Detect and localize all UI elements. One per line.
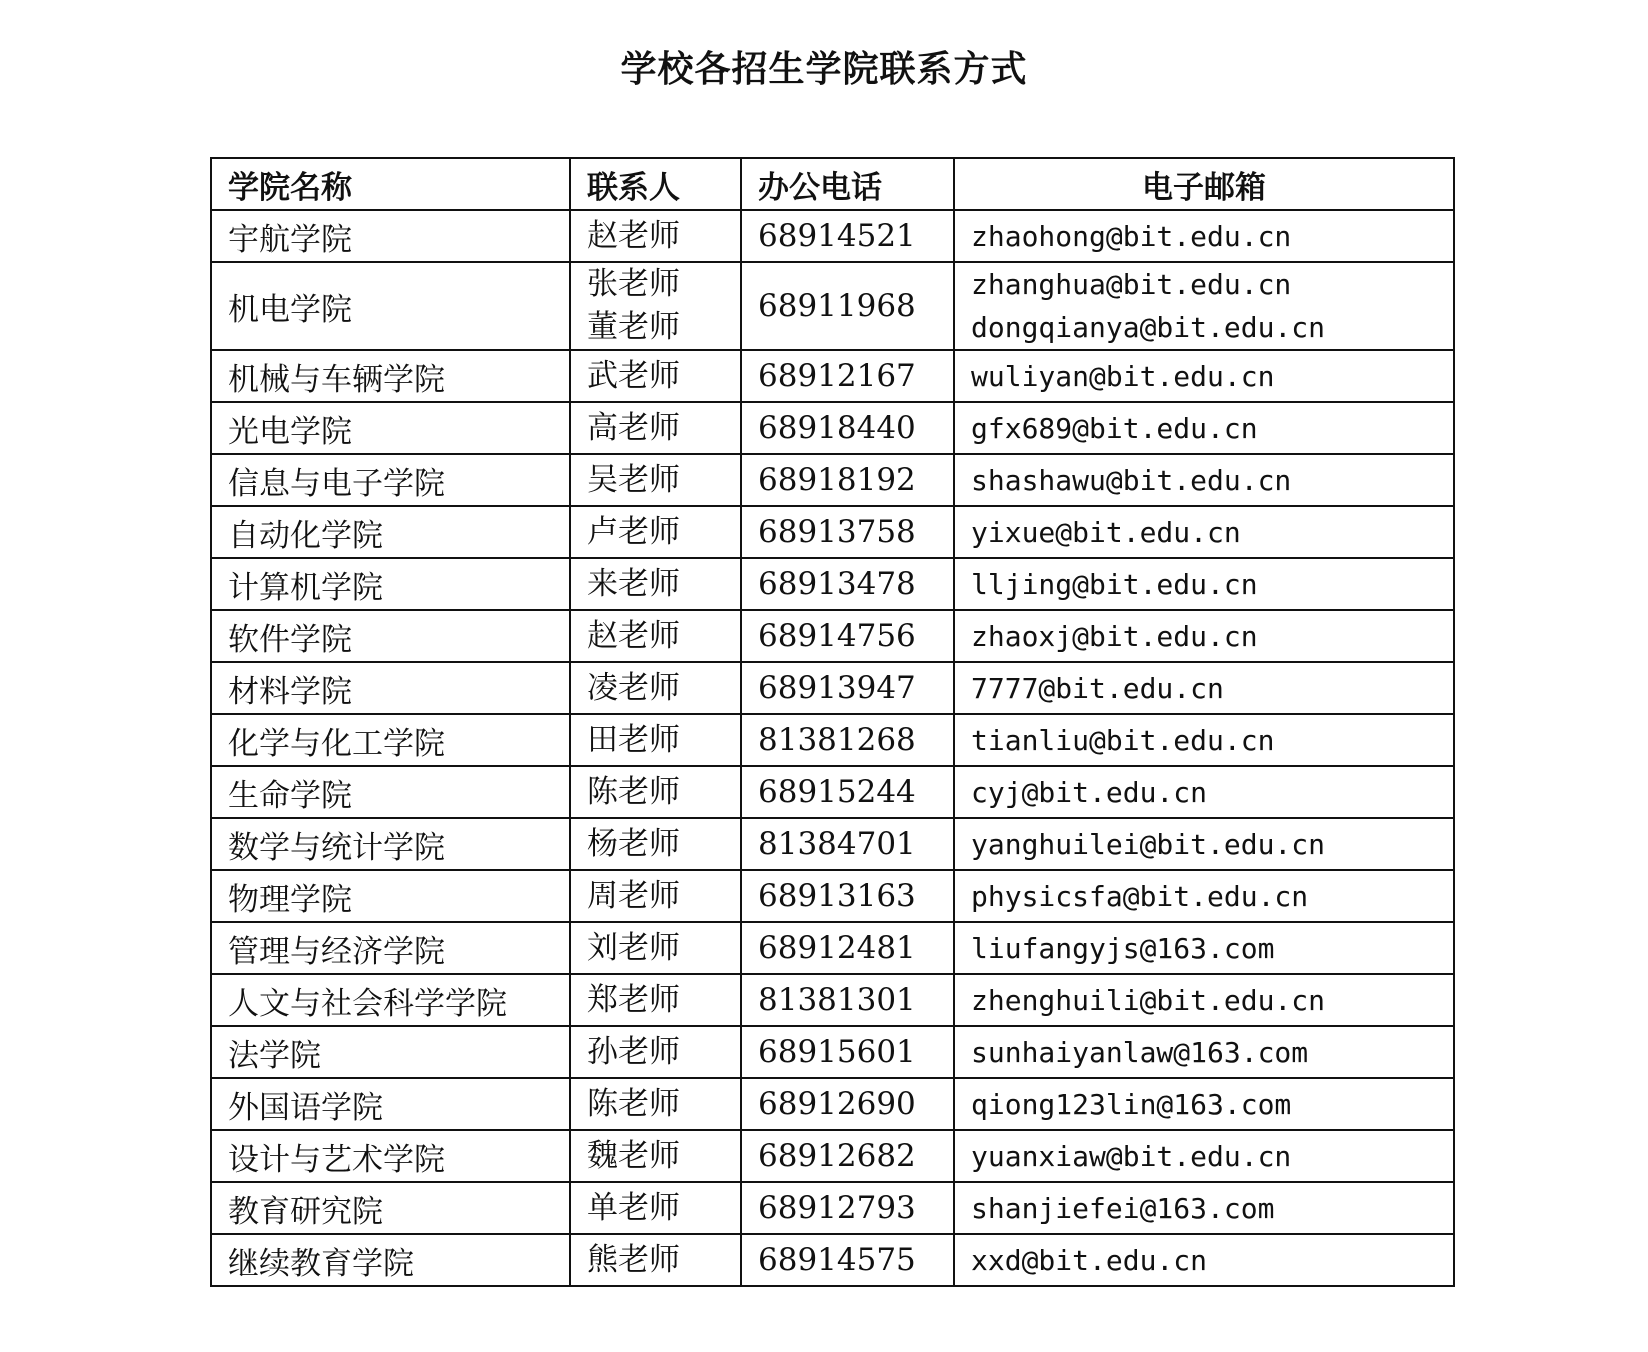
contact-person-cell [570, 350, 741, 402]
email-cell [954, 870, 1454, 922]
table-body [211, 210, 1454, 1286]
college-name-cell: 教育研究院 [211, 1182, 570, 1234]
college-name-cell: 机电学院 [211, 262, 570, 350]
email-cell [954, 1130, 1454, 1182]
college-name-cell: 机械与车辆学院 [211, 350, 570, 402]
contact-person-name: 杨老师 [587, 825, 680, 862]
contact-person-name: 卢老师 [587, 513, 680, 550]
email-address: wuliyan@bit.edu.cn [971, 359, 1275, 393]
college-name-cell: 软件学院 [211, 610, 570, 662]
college-name-cell: 外国语学院 [211, 1078, 570, 1130]
table-row [211, 714, 1454, 766]
contact-person-name: 陈老师 [587, 1085, 680, 1122]
email-address: tianliu@bit.edu.cn [971, 723, 1275, 757]
email-address: cyj@bit.edu.cn [971, 775, 1208, 809]
email-cell [954, 766, 1454, 818]
table-row [211, 818, 1454, 870]
table-row [211, 350, 1454, 402]
email-address: zhanghua@bit.edu.cn [971, 268, 1292, 301]
contact-person-cell [570, 506, 741, 558]
email-cell [954, 662, 1454, 714]
email-cell [954, 974, 1454, 1026]
contact-person-name: 熊老师 [587, 1241, 680, 1278]
email-address: shanjiefei@163.com [971, 1191, 1275, 1225]
email-address: qiong123lin@163.com [971, 1087, 1292, 1121]
contact-person-cell [570, 402, 741, 454]
college-name-cell: 计算机学院 [211, 558, 570, 610]
header-contact-person: 联系人 [570, 158, 741, 210]
contact-person-name: 高老师 [587, 409, 680, 446]
table-row [211, 558, 1454, 610]
table-row [211, 610, 1454, 662]
office-phone-cell: 68912793 [741, 1182, 954, 1234]
office-phone-cell: 81381301 [741, 974, 954, 1026]
contact-person-cell [570, 1026, 741, 1078]
email-address: zhaoxj@bit.edu.cn [971, 619, 1258, 653]
email-address: yixue@bit.edu.cn [971, 515, 1241, 549]
contact-person-name: 周老师 [587, 877, 680, 914]
header-office-phone: 办公电话 [741, 158, 954, 210]
table-row [211, 1182, 1454, 1234]
office-phone-cell: 81384701 [741, 818, 954, 870]
email-cell [954, 610, 1454, 662]
email-address: liufangyjs@163.com [971, 931, 1275, 965]
header-email: 电子邮箱 [954, 158, 1454, 210]
email-address: sunhaiyanlaw@163.com [971, 1035, 1309, 1069]
contact-person-cell [570, 1078, 741, 1130]
college-name-cell: 材料学院 [211, 662, 570, 714]
table-row [211, 766, 1454, 818]
contact-person-cell [570, 1234, 741, 1286]
email-cell [954, 558, 1454, 610]
contact-person-cell [570, 870, 741, 922]
email-cell [954, 1078, 1454, 1130]
contact-person-name: 刘老师 [587, 929, 680, 966]
contact-person-name: 凌老师 [587, 669, 680, 706]
contact-person-name: 来老师 [587, 565, 680, 602]
contact-person-cell [570, 714, 741, 766]
contact-person-cell [570, 610, 741, 662]
office-phone-cell: 68912690 [741, 1078, 954, 1130]
contact-person-cell [570, 922, 741, 974]
contact-person-name: 单老师 [587, 1189, 680, 1226]
college-name-cell: 光电学院 [211, 402, 570, 454]
office-phone-cell: 68912167 [741, 350, 954, 402]
email-address: 7777@bit.edu.cn [971, 671, 1224, 705]
table-row [211, 210, 1454, 262]
contact-person-cell [570, 662, 741, 714]
email-address: xxd@bit.edu.cn [971, 1243, 1208, 1277]
office-phone-cell: 68915601 [741, 1026, 954, 1078]
email-cell [954, 714, 1454, 766]
college-name-cell: 数学与统计学院 [211, 818, 570, 870]
table-row [211, 402, 1454, 454]
document-title: 学校各招生学院联系方式 [620, 49, 1028, 90]
email-cell [954, 1182, 1454, 1234]
email-address: shashawu@bit.edu.cn [971, 463, 1292, 497]
contact-person-cell [570, 1182, 741, 1234]
table-row [211, 1234, 1454, 1286]
email-address: zhenghuili@bit.edu.cn [971, 983, 1326, 1017]
college-name-cell: 法学院 [211, 1026, 570, 1078]
contact-person-cell [570, 210, 741, 262]
contact-person-cell [570, 766, 741, 818]
contact-person-name: 董老师 [587, 309, 680, 345]
contact-person-cell [570, 1130, 741, 1182]
email-address: physicsfa@bit.edu.cn [971, 879, 1309, 913]
table-row [211, 1130, 1454, 1182]
contact-person-name: 田老师 [587, 721, 680, 758]
contact-person-cell [570, 262, 741, 350]
college-name-cell: 人文与社会科学学院 [211, 974, 570, 1026]
college-name-cell: 化学与化工学院 [211, 714, 570, 766]
college-contacts-table [210, 157, 1455, 1287]
email-cell [954, 210, 1454, 262]
contact-person-name: 魏老师 [587, 1137, 680, 1174]
office-phone-cell: 68911968 [741, 262, 954, 350]
table-row [211, 662, 1454, 714]
table-row [211, 262, 1454, 350]
office-phone-cell: 68918192 [741, 454, 954, 506]
contact-person-cell [570, 558, 741, 610]
email-cell [954, 818, 1454, 870]
table-row [211, 1026, 1454, 1078]
office-phone-cell: 81381268 [741, 714, 954, 766]
email-cell [954, 262, 1454, 350]
college-name-cell: 自动化学院 [211, 506, 570, 558]
email-address: yanghuilei@bit.edu.cn [971, 827, 1326, 861]
college-name-cell: 管理与经济学院 [211, 922, 570, 974]
email-cell [954, 922, 1454, 974]
email-cell [954, 454, 1454, 506]
contact-person-name: 陈老师 [587, 773, 680, 810]
contact-person-cell [570, 818, 741, 870]
table-row [211, 922, 1454, 974]
contact-person-cell [570, 974, 741, 1026]
office-phone-cell: 68914521 [741, 210, 954, 262]
email-cell [954, 1234, 1454, 1286]
email-cell [954, 506, 1454, 558]
email-cell [954, 402, 1454, 454]
table-row [211, 506, 1454, 558]
office-phone-cell: 68918440 [741, 402, 954, 454]
email-cell [954, 350, 1454, 402]
email-address: dongqianya@bit.edu.cn [971, 311, 1326, 344]
contact-person-name: 孙老师 [587, 1033, 680, 1070]
contact-person-name: 张老师 [587, 266, 680, 302]
contact-person-name: 郑老师 [587, 981, 680, 1018]
table-row [211, 974, 1454, 1026]
email-address: lljing@bit.edu.cn [971, 567, 1258, 601]
email-address: zhaohong@bit.edu.cn [971, 219, 1292, 253]
email-address: yuanxiaw@bit.edu.cn [971, 1139, 1292, 1173]
office-phone-cell: 68913163 [741, 870, 954, 922]
office-phone-cell: 68914575 [741, 1234, 954, 1286]
college-name-cell: 宇航学院 [211, 210, 570, 262]
contact-person-name: 赵老师 [587, 217, 680, 254]
office-phone-cell: 68912481 [741, 922, 954, 974]
office-phone-cell: 68912682 [741, 1130, 954, 1182]
contact-person-cell [570, 454, 741, 506]
contact-person-name: 吴老师 [587, 461, 680, 498]
email-address: gfx689@bit.edu.cn [971, 411, 1258, 445]
office-phone-cell: 68913758 [741, 506, 954, 558]
office-phone-cell: 68915244 [741, 766, 954, 818]
contact-person-name: 武老师 [587, 357, 680, 394]
table-row [211, 454, 1454, 506]
header-college-name: 学院名称 [211, 158, 570, 210]
college-name-cell: 设计与艺术学院 [211, 1130, 570, 1182]
college-name-cell: 物理学院 [211, 870, 570, 922]
contact-person-name: 赵老师 [587, 617, 680, 654]
office-phone-cell: 68913947 [741, 662, 954, 714]
college-name-cell: 生命学院 [211, 766, 570, 818]
table-row [211, 870, 1454, 922]
college-name-cell: 信息与电子学院 [211, 454, 570, 506]
email-cell [954, 1026, 1454, 1078]
table-header-row [211, 158, 1454, 210]
office-phone-cell: 68914756 [741, 610, 954, 662]
table-row [211, 1078, 1454, 1130]
college-name-cell: 继续教育学院 [211, 1234, 570, 1286]
office-phone-cell: 68913478 [741, 558, 954, 610]
